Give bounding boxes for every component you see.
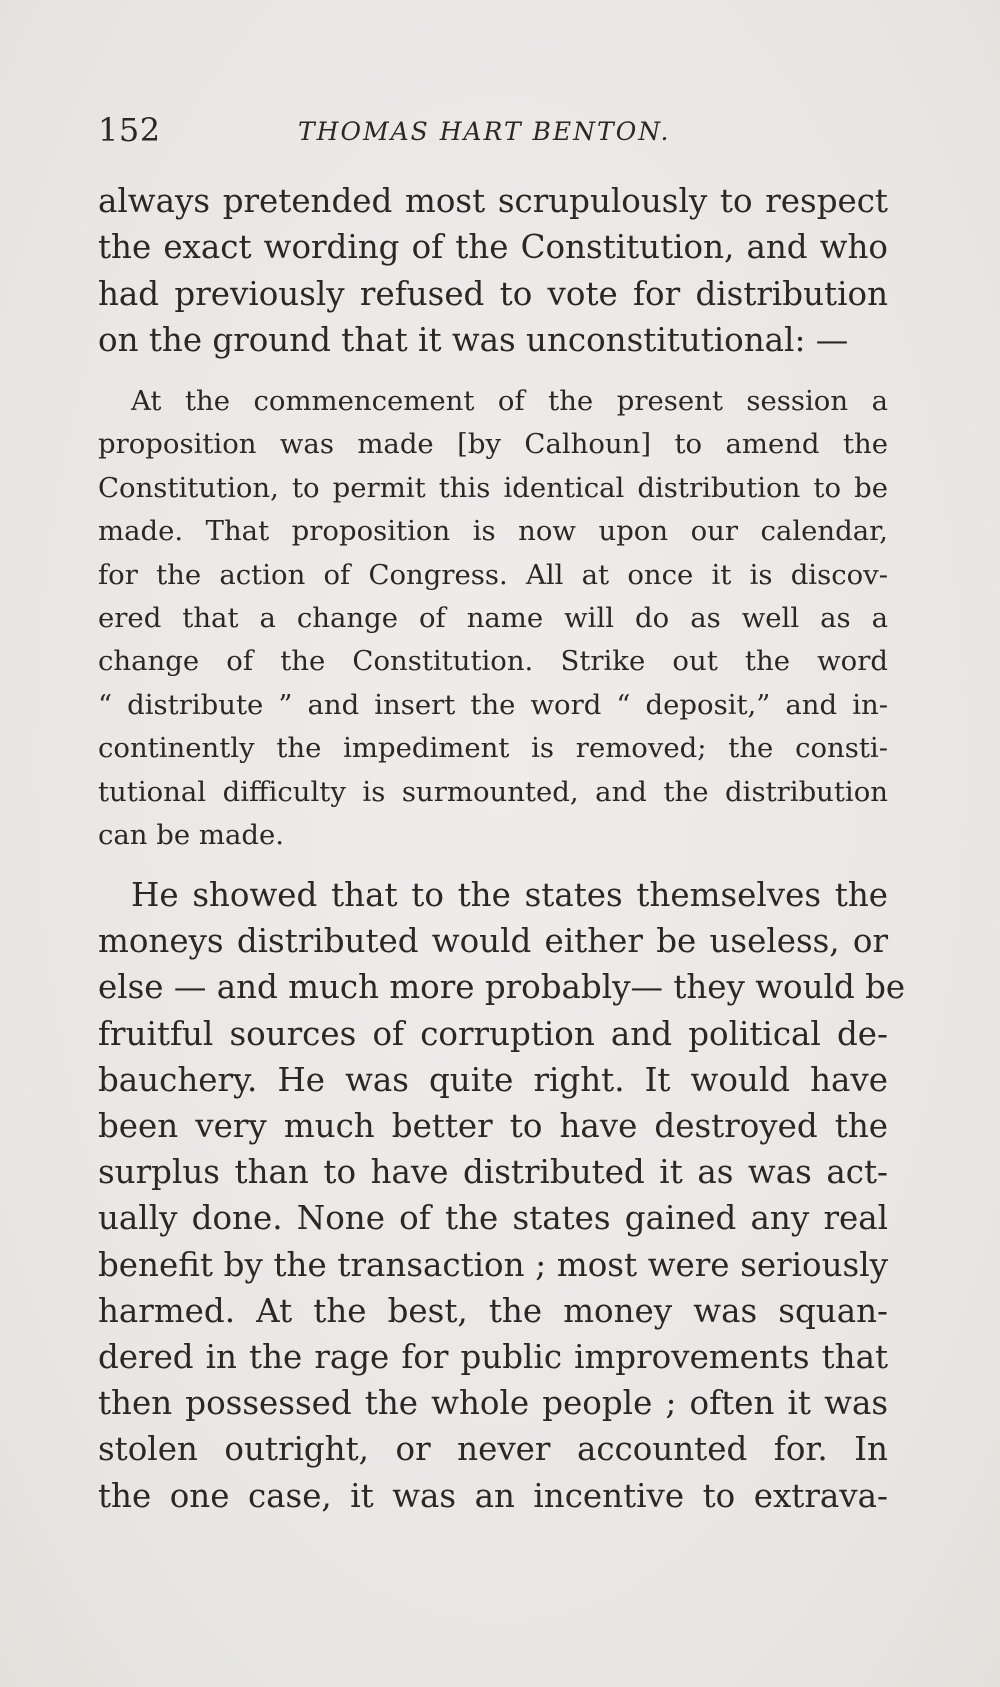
paragraph-continuation	[98, 178, 888, 364]
text-line: else — and much more probably— they would be	[98, 968, 906, 1007]
text-line: harmed. At the best, the money was squan-	[98, 1291, 888, 1330]
quote-line: for the action of Congress. All at once it is discov-	[98, 558, 888, 591]
text-line: surplus than to have distributed it as was act-	[98, 1153, 888, 1192]
quote-line: Constitution, to permit this identical distribution to be	[98, 471, 888, 504]
block-quotation	[98, 380, 888, 857]
running-head: THOMAS HART BENTON.	[298, 117, 671, 146]
quote-line: proposition was made [by Calhoun] to amend the	[98, 428, 888, 461]
text-line: been very much better to have destroyed the	[98, 1107, 888, 1146]
text-line: moneys distributed would either be useless, or	[98, 922, 888, 961]
text-line: bauchery. He was quite right. It would have	[98, 1060, 888, 1099]
text-line: the one case, it was an incentive to extrava-	[98, 1476, 888, 1515]
quote-line: continently the impediment is removed; the consti-	[98, 732, 888, 765]
quote-line: At the commencement of the present session a	[131, 385, 888, 417]
text-line: then possessed the whole people ; often it was	[98, 1384, 888, 1423]
quote-line: can be made.	[98, 819, 284, 852]
text-line: benefit by the transaction ; most were seriously	[98, 1245, 888, 1284]
text-line: had previously refused to vote for distribution	[98, 274, 888, 313]
text-line: ually done. None of the states gained any real	[98, 1199, 888, 1238]
quote-line: “ distribute ” and insert the word “ deposit,” and in-	[98, 688, 888, 721]
quote-line: made. That proposition is now upon our calendar,	[98, 515, 888, 548]
text-line: always pretended most scrupulously to respect	[98, 182, 888, 220]
page-number: 152	[98, 111, 161, 149]
text-line: on the ground that it was unconstitutional: —	[98, 321, 849, 360]
text-line: He showed that to the states themselves the	[131, 876, 888, 914]
text-line: fruitful sources of corruption and political de-	[98, 1014, 888, 1053]
text-line: stolen outright, or never accounted for. In	[98, 1430, 888, 1469]
quote-line: ered that a change of name will do as well as a	[98, 602, 888, 635]
text-line: dered in the rage for public improvements that	[98, 1338, 888, 1377]
text-line: the exact wording of the Constitution, and who	[98, 228, 888, 267]
quote-line: tutional difficulty is surmounted, and the distribution	[98, 775, 888, 808]
quote-line: change of the Constitution. Strike out the word	[98, 645, 888, 678]
paragraph	[98, 872, 906, 1519]
page-header	[98, 108, 888, 152]
